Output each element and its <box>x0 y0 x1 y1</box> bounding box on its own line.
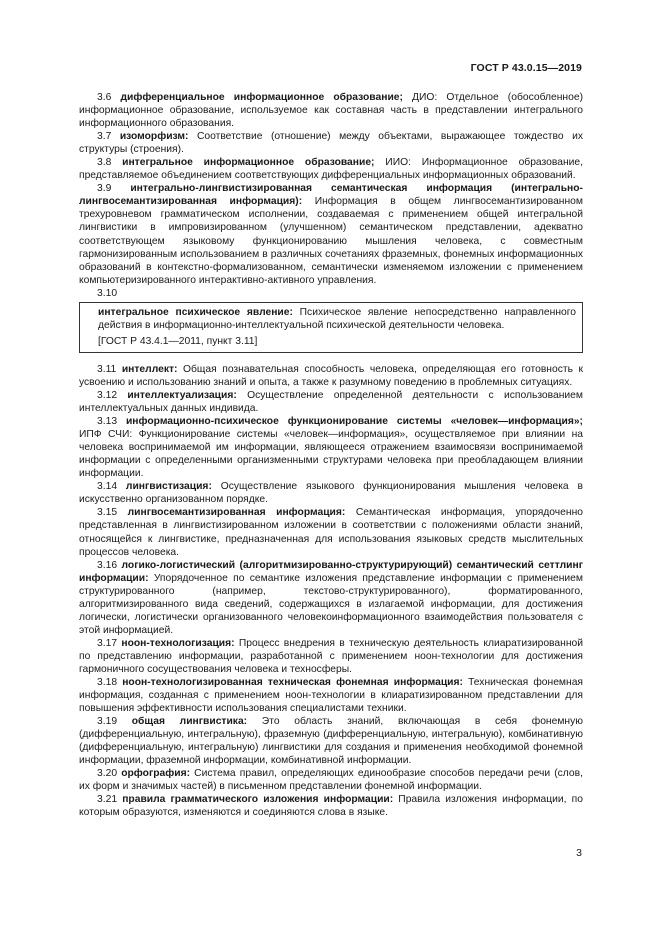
entry-term: орфография: <box>121 768 191 780</box>
definition-3-11 <box>79 363 583 389</box>
entry-term: общая лингвистика: <box>131 716 248 728</box>
entry-number: 3.18 <box>97 677 118 689</box>
entry-number: 3.14 <box>97 481 118 493</box>
entry-term: ноон-технологизированная техническая фонемная информация: <box>122 677 463 689</box>
entry-text: ИИО: Информационное образование, представляемое объединением соответствующих дифференциальных информационных образований. <box>79 157 583 182</box>
entry-number: 3.21 <box>97 794 118 806</box>
definition-3-10 <box>98 306 576 332</box>
entry-text: Процесс внедрения в техническую деятельность клиаратизированной по представлению информации, разработанной с применением ноон-технологии для достижения гармоничного сосуществования человека и техносферы. <box>79 637 583 675</box>
definition-3-14 <box>79 480 583 506</box>
entry-term: лингвосемантизированная информация: <box>127 507 346 519</box>
entry-text: Информация в общем лингвосемантизированном трехуровневом грамматическом исполнении, создаваемая с применением общей интегральной лингвистики в импровизированном (улучшенном) семантическом представлении, адекватно соответствующем языковому функционированию мышления человека, с совместным гармонизированным использованием в различных сочетаниях фраземных, фонемных информационных образований в контекстно-формализованном, семантически изменяемом изложении с применением компьютеризированного интерактивно-активного управления. <box>79 196 583 286</box>
entry-term: интеллектуализация: <box>127 389 237 401</box>
definition-3-17 <box>79 637 583 676</box>
entry-text: Семантическая информация, упорядоченно представленная в лингвистизированном изложении в соответствии с положениями области знаний, относящейся к лингвистике, предназначенная для использования языковых средств мыслительных процессов человека. <box>79 507 583 558</box>
entry-text: Правила изложения информации, по которым образуются, изменяются и соединяются слова в языке. <box>79 794 583 819</box>
definition-3-12 <box>79 389 583 415</box>
definition-3-13 <box>79 415 583 480</box>
entry-number: 3.17 <box>97 637 118 649</box>
definition-3-6 <box>79 91 583 130</box>
quoted-definition-box <box>79 302 583 353</box>
definition-3-21 <box>79 793 583 819</box>
document-header: ГОСТ Р 43.0.15—2019 <box>470 62 582 74</box>
entry-text: Это область знаний, включающая в себя фонемную (дифференциальную, интегральную), фраземную (дифференциальную, интегральную), комбинативную (дифференциальную, интегральную) лингвистики для создания и применения необходимой фонемной информации, фраземной информации, комбинативной информации. <box>79 716 583 767</box>
entry-number: 3.16 <box>97 559 118 571</box>
definition-3-9 <box>79 182 583 286</box>
entry-number: 3.20 <box>97 768 118 780</box>
entry-term: интеллект: <box>121 363 178 375</box>
entry-term: правила грамматического изложения информации: <box>122 794 394 806</box>
entry-term: логико-логистический (алгоритмизированно-структурирующий) семантический сеттлинг информации: <box>79 559 583 584</box>
entry-number: 3.12 <box>97 389 118 401</box>
page-number: 3 <box>576 847 582 859</box>
entry-term: изоморфизм: <box>119 131 189 143</box>
definition-3-7 <box>79 130 583 156</box>
entry-number: 3.15 <box>97 507 118 519</box>
entry-number: 3.8 <box>97 157 112 169</box>
entry-text: Упорядоченное по семантике изложения представление информации с применением структурированного (например, текстово-структурированного), форматированного, алгоритмизированного вида сведений, содержащихся в излагаемой информации, для достижения логически, логистически организованного человекоинформационного взаимодействия пользователя с этой информацией. <box>79 572 583 636</box>
definition-3-15 <box>79 506 583 558</box>
definition-3-20 <box>79 767 583 793</box>
entry-number: 3.13 <box>97 416 118 428</box>
entry-number: 3.7 <box>97 131 112 143</box>
entry-text: Осуществление определенной деятельности с использованием интеллектуальных данных индивида. <box>79 389 583 415</box>
entry-term: интегральное психическое явление: <box>98 306 293 318</box>
entry-number: 3.19 <box>97 716 118 728</box>
definition-3-10-number: 3.10 <box>97 287 118 299</box>
document-body <box>79 91 583 820</box>
entry-number: 3.11 <box>97 363 117 375</box>
entry-text: Техническая фонемная информация, созданная с применением ноон-технологии в клиаратизированном представлении для повышения эффективности использования специалистами техники. <box>79 677 583 715</box>
entry-number: 3.9 <box>97 183 112 195</box>
entry-text: Общая познавательная способность человека, определяющая его готовность к усвоению и использованию знаний и опыта, а также к разумному поведению в проблемных ситуациях. <box>79 363 583 388</box>
definition-3-16 <box>79 559 583 637</box>
entry-number: 3.6 <box>97 92 112 103</box>
entry-text: Система правил, определяющих единообразие способов передачи речи (слов, их форм и значимых частей) в письменном представлении фонемной информации. <box>79 768 583 793</box>
definition-3-19 <box>79 715 583 767</box>
entry-text: Психическое явление непосредственно направленного действия в информационно-интеллектуальной психической деятельности человека. <box>98 306 577 331</box>
entry-text: ДИО: Отдельное (обособленное) информационное образование, используемое как составная часть в представлении интегрального информационного образования. <box>79 92 583 130</box>
entry-text: ИПФ СЧИ: Функционирование системы «человек—информация», осуществляемое при влиянии на человека воспринимаемой им информации, являющееся отражением взаимосвязи воспринимаемой информации с определенными организменными структурами человека при преобладающем влиянии информации. <box>79 429 583 480</box>
entry-term: лингвистизация: <box>125 481 212 493</box>
definition-3-8 <box>79 156 583 182</box>
entry-term: ноон-технологизация: <box>121 637 235 649</box>
entry-term: дифференциальное информационное образование; <box>120 92 403 103</box>
entry-text: Осуществление языкового функционирования мышления человека в искусственно организованном порядке. <box>79 481 583 506</box>
entry-term: интегрально-лингвистизированная семантическая информация (интегрально-лингвосемантизированная информация): <box>79 183 583 208</box>
source-reference: [ГОСТ Р 43.4.1—2011, пункт 3.11] <box>98 335 258 347</box>
definition-3-18 <box>79 676 583 715</box>
entry-term: интегральное информационное образование; <box>122 157 375 169</box>
entry-term: информационно-психическое функционирование системы «человек—информация»; <box>125 416 583 428</box>
entry-text: Соответствие (отношение) между объектами, выражающее тождество их структуры (строения). <box>79 131 583 156</box>
